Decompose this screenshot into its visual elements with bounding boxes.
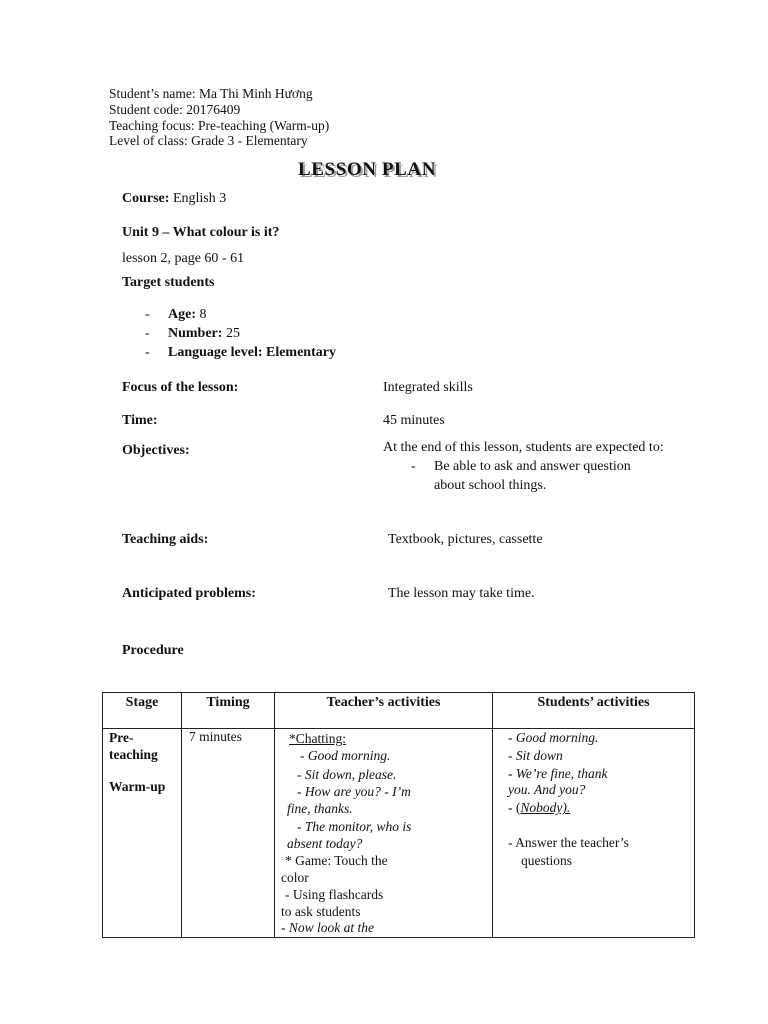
teacher-line: - Sit down, please. <box>297 767 397 782</box>
student-line <box>508 800 570 816</box>
procedure-heading: Procedure <box>122 643 184 658</box>
objectives-line-2: about school things. <box>434 478 547 493</box>
bullet-dash: - <box>145 307 150 322</box>
table-header-row <box>103 693 695 729</box>
header-teacher-activities: Teacher’s activities <box>275 693 493 729</box>
teacher-line: fine, thanks. <box>287 801 353 816</box>
target-age <box>168 307 207 323</box>
aids-value: Textbook, pictures, cassette <box>388 532 543 547</box>
student-nobody: Nobody). <box>520 800 571 815</box>
student-line: questions <box>521 853 573 868</box>
students-activities-cell <box>493 729 695 938</box>
time-value: 45 minutes <box>383 413 445 428</box>
time-label: Time: <box>122 413 158 428</box>
course-line <box>122 191 226 207</box>
focus-value: Integrated skills <box>383 380 473 395</box>
target-heading: Target students <box>122 275 215 290</box>
teaching-focus: Teaching focus: Pre-teaching (Warm-up) <box>109 118 330 133</box>
age-label: Age: <box>168 307 196 322</box>
timing-cell <box>182 729 275 938</box>
teacher-activities-cell <box>275 729 493 938</box>
stage-line-3: Warm-up <box>109 779 166 794</box>
bullet-dash: - <box>145 326 150 341</box>
number-value: 25 <box>222 326 240 341</box>
teacher-line: - The monitor, who is <box>297 819 412 834</box>
lesson-info: lesson 2, page 60 - 61 <box>122 251 245 266</box>
teacher-line: - Good morning. <box>300 748 391 763</box>
header-timing: Timing <box>182 693 275 729</box>
focus-label: Focus of the lesson: <box>122 380 239 395</box>
problems-label: Anticipated problems: <box>122 586 256 601</box>
page-title: LESSON PLAN <box>298 159 437 180</box>
objectives-intro: At the end of this lesson, students are expected to: <box>383 440 664 455</box>
problems-value: The lesson may take time. <box>388 586 535 601</box>
student-nobody-prefix: - ( <box>508 800 521 815</box>
teacher-line: color <box>281 870 309 885</box>
student-code: Student code: 20176409 <box>109 102 241 117</box>
student-line: - Good morning. <box>508 730 599 745</box>
objectives-label: Objectives: <box>122 443 190 458</box>
student-line: - Answer the teacher’s <box>508 835 629 850</box>
teacher-line: - How are you? - I’m <box>297 784 411 799</box>
course-value: English 3 <box>169 191 227 206</box>
unit-title: Unit 9 – What colour is it? <box>122 225 280 240</box>
course-label: Course: <box>122 191 170 206</box>
target-language-level: Language level: Elementary <box>168 345 336 360</box>
header-stage: Stage <box>103 693 182 729</box>
stage-line-1: Pre- <box>109 730 134 745</box>
aids-label: Teaching aids: <box>122 532 209 547</box>
number-label: Number: <box>168 326 223 341</box>
student-name: Student’s name: Ma Thi Minh Hương <box>109 86 313 101</box>
teacher-line: to ask students <box>281 904 361 919</box>
teacher-line: - Now look at the <box>281 920 374 935</box>
student-line: - We’re fine, thank <box>508 766 608 781</box>
stage-cell <box>103 729 182 938</box>
timing-value: 7 minutes <box>189 729 242 744</box>
target-number <box>168 326 240 342</box>
teacher-line: - Using flashcards <box>285 887 384 902</box>
teacher-line: absent today? <box>287 836 363 851</box>
student-line: you. And you? <box>508 782 586 797</box>
student-line: - Sit down <box>508 748 563 763</box>
bullet-dash: - <box>411 459 416 474</box>
stage-line-2: teaching <box>109 747 158 762</box>
teacher-line: *Chatting: <box>289 731 346 746</box>
class-level: Level of class: Grade 3 - Elementary <box>109 133 308 148</box>
teacher-line: * Game: Touch the <box>285 853 388 868</box>
procedure-table <box>102 692 695 938</box>
bullet-dash: - <box>145 345 150 360</box>
objectives-line-1: Be able to ask and answer question <box>434 459 631 474</box>
header-students-activities: Students’ activities <box>493 693 695 729</box>
age-value: 8 <box>196 307 207 322</box>
table-row <box>103 729 695 938</box>
